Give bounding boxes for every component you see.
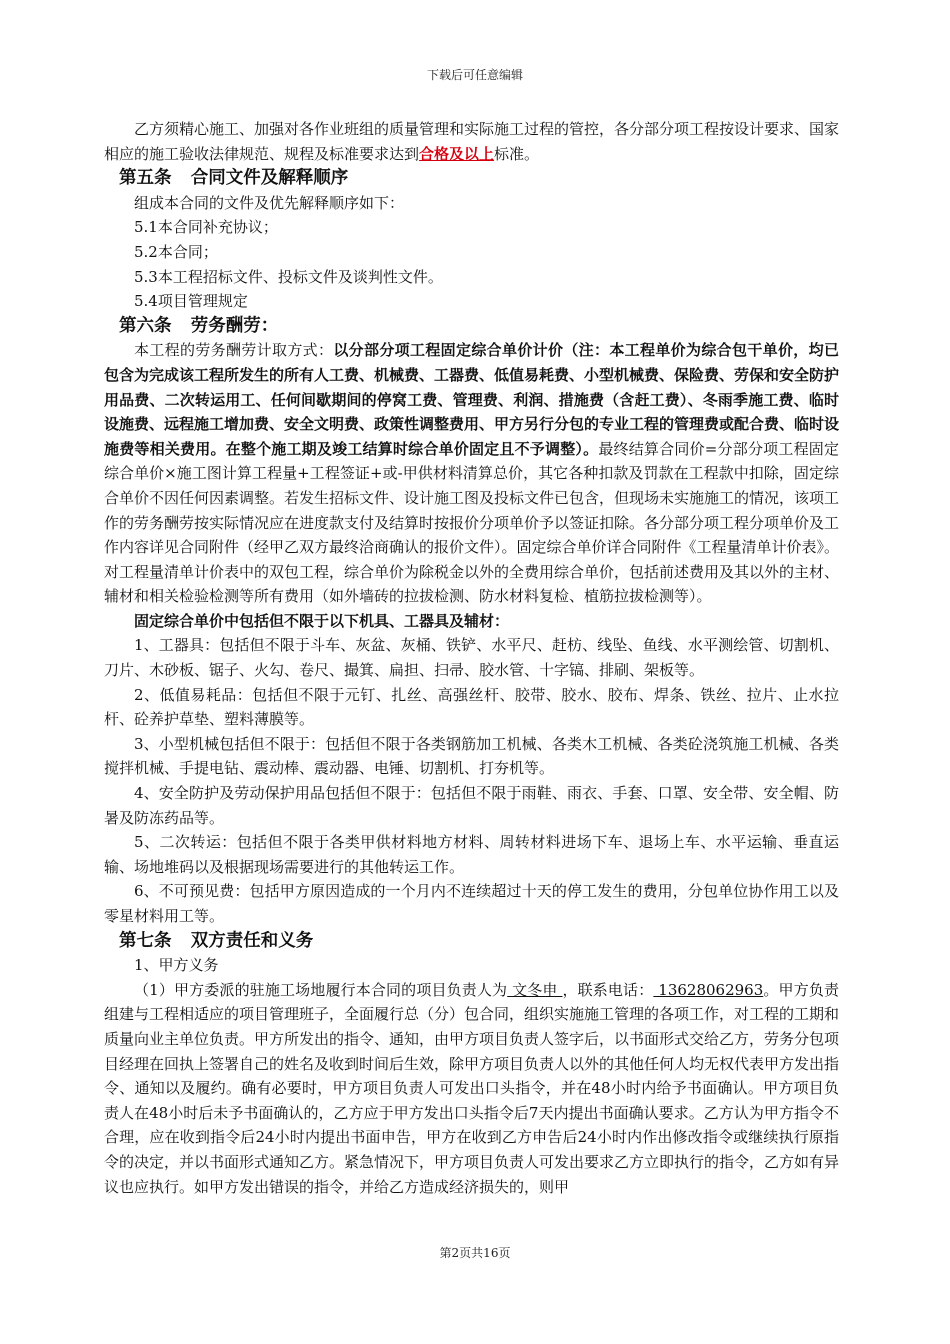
section-5-item: 5.1本合同补充协议； <box>134 218 278 237</box>
included-item: 5、二次转运：包括但不限于各类甲供材料地方材料、周转材料进场下车、退场上车、水平运输、垂直运输、场地堆码以及根据现场需要进行的其他转运工作。 <box>104 833 839 876</box>
included-items-heading: 固定综合单价中包括但不限于以下机具、工器具及辅材： <box>134 611 510 630</box>
quality-standard-highlight: 合格及以上 <box>419 144 495 163</box>
obligation-text: ，联系电话： <box>562 980 654 999</box>
page-number: 第2页共16页 <box>439 1246 511 1260</box>
remuneration-lead: 本工程的劳务酬劳计取方式： <box>134 341 334 360</box>
party-a-obligations-paragraph <box>104 978 839 1199</box>
remuneration-paragraph <box>104 338 839 609</box>
obligation-text: （1）甲方委派的驻施工场地履行本合同的项目负责人为 <box>134 980 508 999</box>
included-item: 1、工器具：包括但不限于斗车、灰盆、灰桶、铁铲、水平尺、赶枋、线坠、鱼线、水平测绘管、切割机、刀片、木砂板、锯子、火勾、卷尺、撮箕、扁担、扫帚、胶水管、十字镐、排刷、架板等。 <box>104 636 839 680</box>
section-number: 第七条 <box>119 930 172 951</box>
section-7-heading <box>104 929 839 954</box>
included-item: 2、低值易耗品：包括但不限于元钉、扎丝、高强丝杆、胶带、胶水、胶布、焊条、铁丝、拉片、止水拉杆、砼养护草垫、塑料薄膜等。 <box>104 685 839 729</box>
included-item: 6、不可预见费：包括甲方原因造成的一个月内不连续超过十天的停工发生的费用，分包单位协作用工以及零星材料用工等。 <box>104 882 839 925</box>
included-item: 4、安全防护及劳动保护用品包括但不限于：包括但不限于雨鞋、雨衣、手套、口罩、安全带、安全帽、防暑及防冻药品等。 <box>104 784 839 827</box>
section-5-item: 5.2本合同； <box>134 242 218 261</box>
section-5-heading <box>104 166 839 191</box>
section-title: 劳务酬劳： <box>190 315 279 336</box>
page-header: 下载后可任意编辑 <box>426 68 523 82</box>
intro-paragraph <box>104 117 839 166</box>
intro-text: 乙方须精心施工、加强对各作业班组的质量管理和实际施工过程的管控，各分部分项工程按设计要求、国家相应的施工验收法律规范、规程及标准要求达到 <box>104 120 840 163</box>
contact-phone: 13628062963 <box>653 980 764 999</box>
section-number: 第五条 <box>119 168 172 189</box>
section-6-heading <box>104 314 839 339</box>
section-title: 双方责任和义务 <box>190 930 314 951</box>
remuneration-settlement: 最终结算合同价=分部分项工程固定综合单价×施工图计算工程量+工程签证+或-甲供材料清算总价，其它各种扣款及罚款在工程款中扣除，固定综合单价不因任何因素调整。若发生招标文件、设计施工图及投标文件已包含，但现场未实施施工的情况，该项工作的劳务酬劳按实际情况应在进度款支付及结算时按报价分项单价予以签证扣除。各分部分项工程分项单价及工作内容详见合同附件（经甲乙双方最终洽商确认的报价文件）。固定综合单价详合同附件《工程量清单计价表》。对工程量清单计价表中的双包工程，综合单价为除税金以外的全费用综合单价，包括前述费用及其以外的主材、辅材和相关检验检测等所有费用（如外墙砖的拉拔检测、防水材料复检、植筋拉拔检测等）。 <box>104 439 840 606</box>
obligation-text: 。甲方负责组建与工程相适应的项目管理班子，全面履行总（分）包合同，组织实施施工管理的各项工作，对工程的工期和质量向业主单位负责。甲方所发出的指令、通知，由甲方项目负责人签字后，以书面形式交给乙方，劳务分包项目经理在回执上签署自己的姓名及收到时间后生效，除甲方项目负责人以外的其他任何人均无权代表甲方发出指令、通知以及履约。确有必要时，甲方项目负责人可发出口头指令，并在48小时内给予书面确认。甲方项目负责人在48小时后未予书面确认的，乙方应于甲方发出口头指令后7天内提出书面确认要求。乙方认为甲方指令不合理，应在收到指令后24小时内提出书面申告，甲方在收到乙方申告后24小时内作出修改指令或继续执行原指令的决定，并以书面形式通知乙方。紧急情况下，甲方项目负责人可发出要求乙方立即执行的指令，乙方如有异议也应执行。如甲方发出错误的指令，并给乙方造成经济损失的，则甲 <box>104 980 840 1196</box>
section-title: 合同文件及解释顺序 <box>190 168 349 189</box>
section-number: 第六条 <box>119 315 172 336</box>
included-item: 3、小型机械包括但不限于：包括但不限于各类钢筋加工机械、各类木工机械、各类砼浇筑施工机械、各类搅拌机械、手提电钻、震动棒、震动器、电锤、切割机、打夯机等。 <box>104 734 839 778</box>
project-manager-name: 文冬申 <box>507 980 563 999</box>
party-a-obligations-heading: 1、甲方义务 <box>134 956 219 975</box>
document-body <box>104 117 839 1199</box>
section-5-item: 5.4项目管理规定 <box>134 292 248 311</box>
remuneration-bold-terms: 以分部分项工程固定综合单价计价（注：本工程单价为综合包干单价，均已包含为完成该工程所发生的所有人工费、机械费、工器费、低值易耗费、小型机械费、保险费、劳保和安全防护用品费、二次转运用工、任何间歇期间的停窝工费、管理费、利润、措施费（含赶工费）、冬雨季施工费、临时设施费、远程施工增加费、安全文明费、政策性调整费用、甲方另行分包的专业工程的管理费或配合费、临时设施费等相关费用。在整个施工期及竣工结算时综合单价固定且不予调整）。 <box>104 341 840 458</box>
intro-text-end: 标准。 <box>494 144 540 163</box>
section-5-lead: 组成本合同的文件及优先解释顺序如下： <box>134 193 405 212</box>
section-5-item: 5.3本工程招标文件、投标文件及谈判性文件。 <box>134 267 443 286</box>
